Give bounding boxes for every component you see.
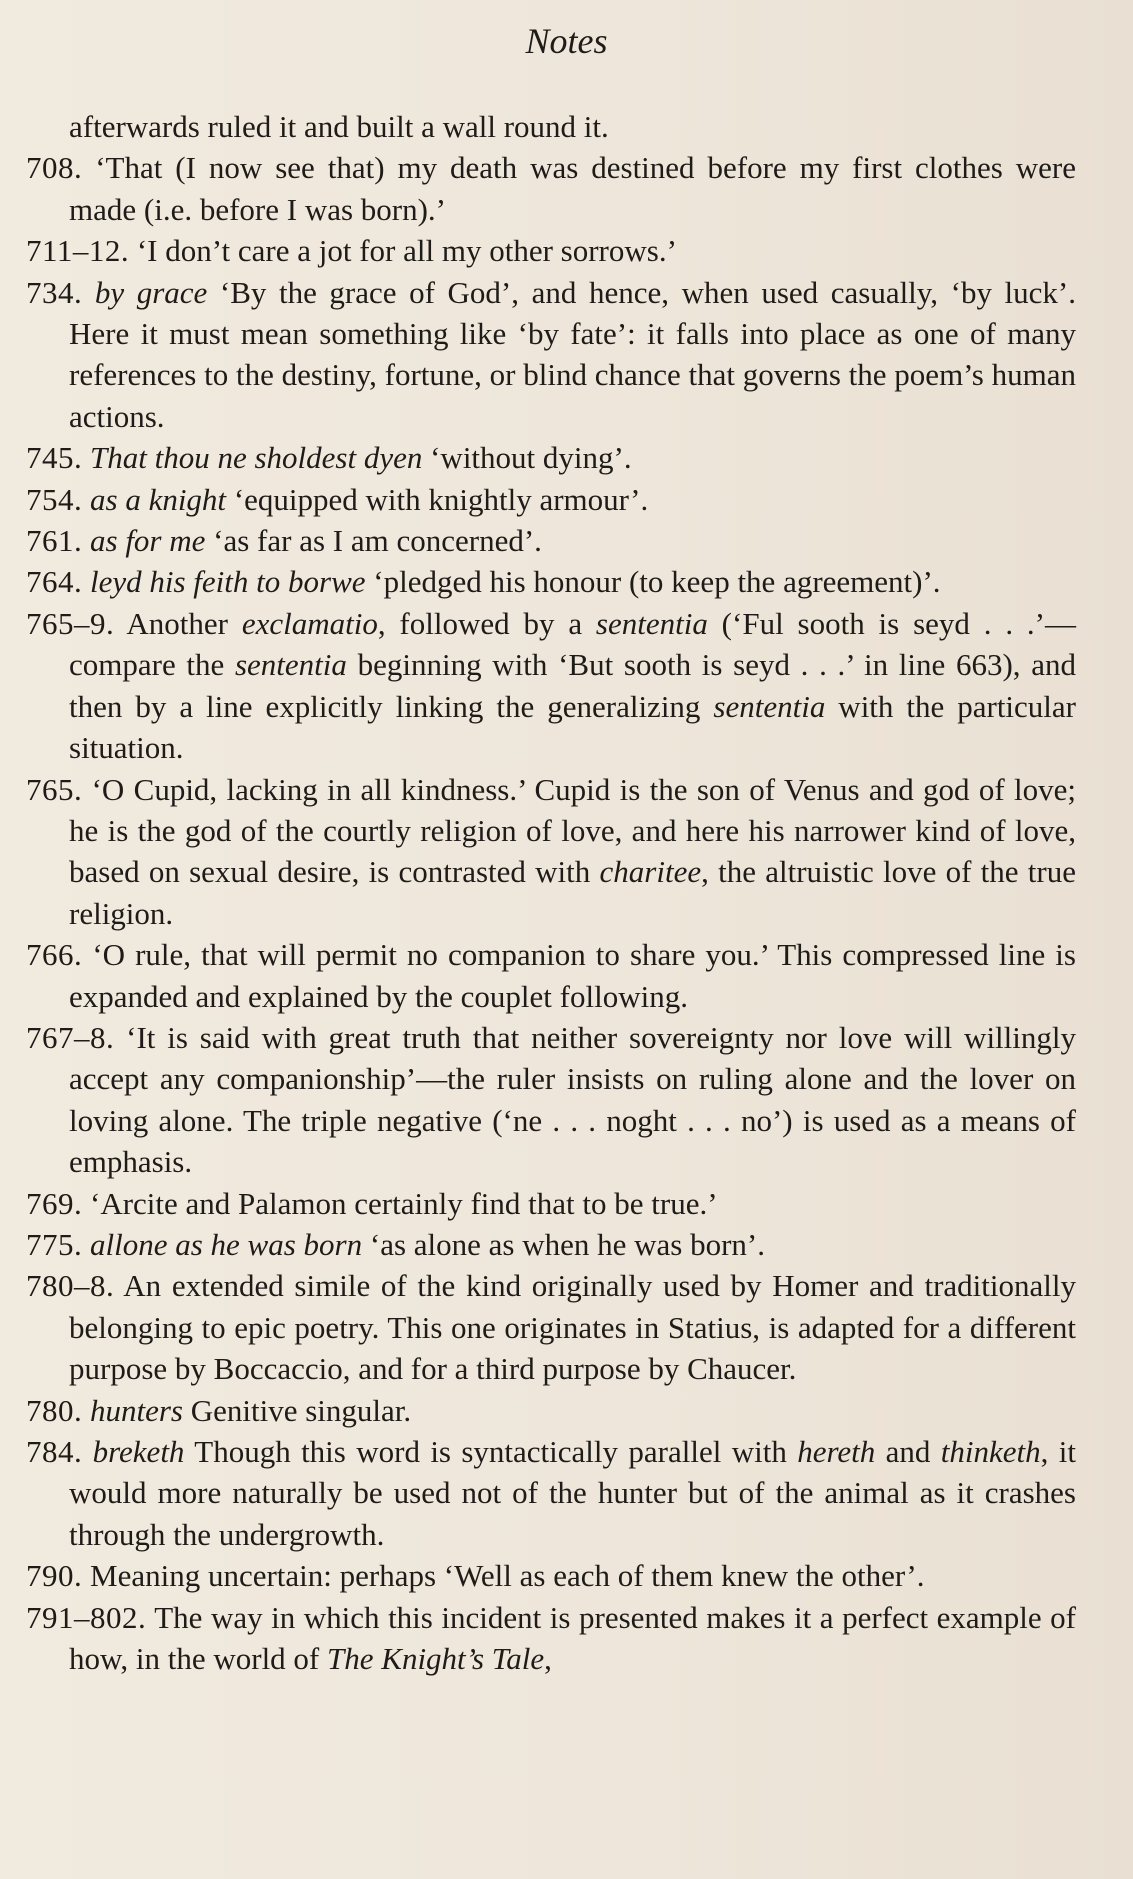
note-text: and [875, 1434, 941, 1469]
italic-text: as a knight [90, 481, 227, 517]
note-entry [26, 1224, 1076, 1265]
line-number: 791–802. [26, 1599, 147, 1635]
italic-text: sententia [595, 605, 708, 641]
note-entry [26, 934, 1076, 1017]
note-text: Though this word is syntactically parallel with [184, 1434, 798, 1469]
note-entry [26, 1390, 1076, 1431]
note-entry [26, 520, 1076, 561]
line-number: 765–9. [26, 605, 115, 641]
line-number: 765. [26, 771, 83, 807]
note-entry [26, 272, 1076, 438]
note-entry [26, 1555, 1076, 1596]
note-entry [26, 1183, 1076, 1224]
note-text: with the particular situation. [69, 688, 1076, 766]
note-text: ‘Arcite and Palamon certainly find that to be true.’ [90, 1185, 718, 1221]
line-number: 780–8. [26, 1268, 115, 1304]
italic-text: by grace [94, 274, 208, 310]
line-number: 711–12. [26, 233, 130, 269]
note-text: An extended simile of the kind originally used by Homer and traditionally belonging to epic poetry. This one originates in Statius, is adapted for a different purpose by Boccaccio, and for a third purpose by Chaucer. [69, 1268, 1077, 1387]
note-entry [26, 1265, 1076, 1389]
line-number: 754. [26, 481, 83, 517]
note-text: Another [126, 605, 242, 641]
note-entry [26, 603, 1076, 769]
line-number: 734. [26, 274, 83, 310]
italic-text: sententia [713, 688, 826, 724]
italic-text: leyd his feith to borwe [90, 564, 366, 600]
note-text: ‘as alone as when he was born’. [362, 1226, 765, 1262]
note-entry [26, 1017, 1076, 1183]
note-text: ‘That (I now see that) my death was destined before my first clothes were made (i.e. before I was born).’ [69, 150, 1077, 227]
note-entry [26, 437, 1076, 478]
note-text: The way in which this incident is presented makes it a perfect example of how, in the world of [69, 1599, 1076, 1677]
note-entry [26, 561, 1076, 602]
note-text: Meaning uncertain: perhaps ‘Well as each of them knew the other’. [90, 1558, 925, 1594]
note-entry [26, 1431, 1076, 1555]
note-entry [26, 106, 1076, 147]
note-text: , the altruistic love of the true religion. [69, 854, 1076, 931]
line-number: 761. [26, 523, 83, 559]
italic-text: as for me [90, 523, 206, 559]
line-number: 767–8. [26, 1019, 115, 1055]
line-number: 769. [26, 1185, 83, 1221]
note-text: afterwards ruled it and built a wall round it. [69, 109, 609, 144]
note-text: ‘O rule, that will permit no companion to share you.’ This compressed line is expanded and explained by the couplet following. [69, 937, 1076, 1014]
note-entry [26, 479, 1076, 520]
note-text: beginning with ‘But sooth is seyd . . .’ in line 663), and then by a line explicitly linking the generalizing [69, 647, 1077, 724]
note-text: ‘It is said with great truth that neither sovereignty nor love will willingly accept any companionship’—the ruler insists on ruling alone and the lover on loving alone. The triple negative (‘ne . . . noght . . . no’) is used as a means of emphasis. [69, 1019, 1077, 1180]
notes-list [26, 106, 1076, 1679]
italic-text: allone as he was born [90, 1226, 363, 1262]
italic-text: breketh [92, 1434, 185, 1469]
note-text: , it would more naturally be used not of the hunter but of the animal as it crashes through the undergrowth. [69, 1434, 1076, 1552]
italic-text: thinketh [940, 1434, 1041, 1469]
line-number: 766. [26, 937, 83, 973]
line-number: 784. [26, 1434, 83, 1469]
italic-text: The Knight’s Tale [327, 1641, 545, 1677]
note-entry [26, 147, 1076, 230]
note-text: ‘equipped with knightly armour’. [226, 481, 649, 517]
note-text: ‘pledged his honour (to keep the agreement)’. [365, 564, 941, 600]
italic-text: hereth [797, 1434, 876, 1469]
note-text: ‘O Cupid, lacking in all kindness.’ Cupid is the son of Venus and god of love; he is the god of the courtly religion of love, and here his narrower kind of love, based on sexual desire, is contrasted with [69, 771, 1077, 890]
italic-text: charitee [599, 854, 702, 890]
line-number: 708. [26, 150, 83, 186]
running-head: Notes [525, 21, 608, 61]
line-number: 780. [26, 1392, 83, 1428]
note-entry [26, 230, 1076, 271]
note-text: ‘as far as I am concerned’. [205, 523, 542, 559]
note-entry [26, 1597, 1076, 1680]
italic-text: hunters [90, 1392, 183, 1428]
note-text: ‘without dying’. [422, 440, 632, 476]
italic-text: sententia [234, 647, 347, 683]
note-text: ‘By the grace of God’, and hence, when used casually, ‘by luck’. Here it must mean something like ‘by fate’: it falls into place as one of many references to the destiny, fortune, or blind chance that governs the poem’s human actions. [69, 274, 1076, 434]
note-text: Genitive singular. [183, 1392, 412, 1428]
note-text: , [544, 1641, 552, 1677]
line-number: 745. [26, 440, 83, 476]
italic-text: That thou ne sholdest dyen [90, 440, 423, 476]
line-number: 764. [26, 564, 83, 600]
line-number: 775. [26, 1226, 83, 1262]
note-entry [26, 769, 1076, 935]
note-text: (‘Ful sooth is seyd . . .’—compare the [69, 605, 1076, 683]
italic-text: exclamatio [241, 605, 378, 641]
note-text: ‘I don’t care a jot for all my other sorrows.’ [136, 233, 677, 269]
line-number: 790. [26, 1558, 83, 1594]
note-text: , followed by a [377, 605, 596, 641]
